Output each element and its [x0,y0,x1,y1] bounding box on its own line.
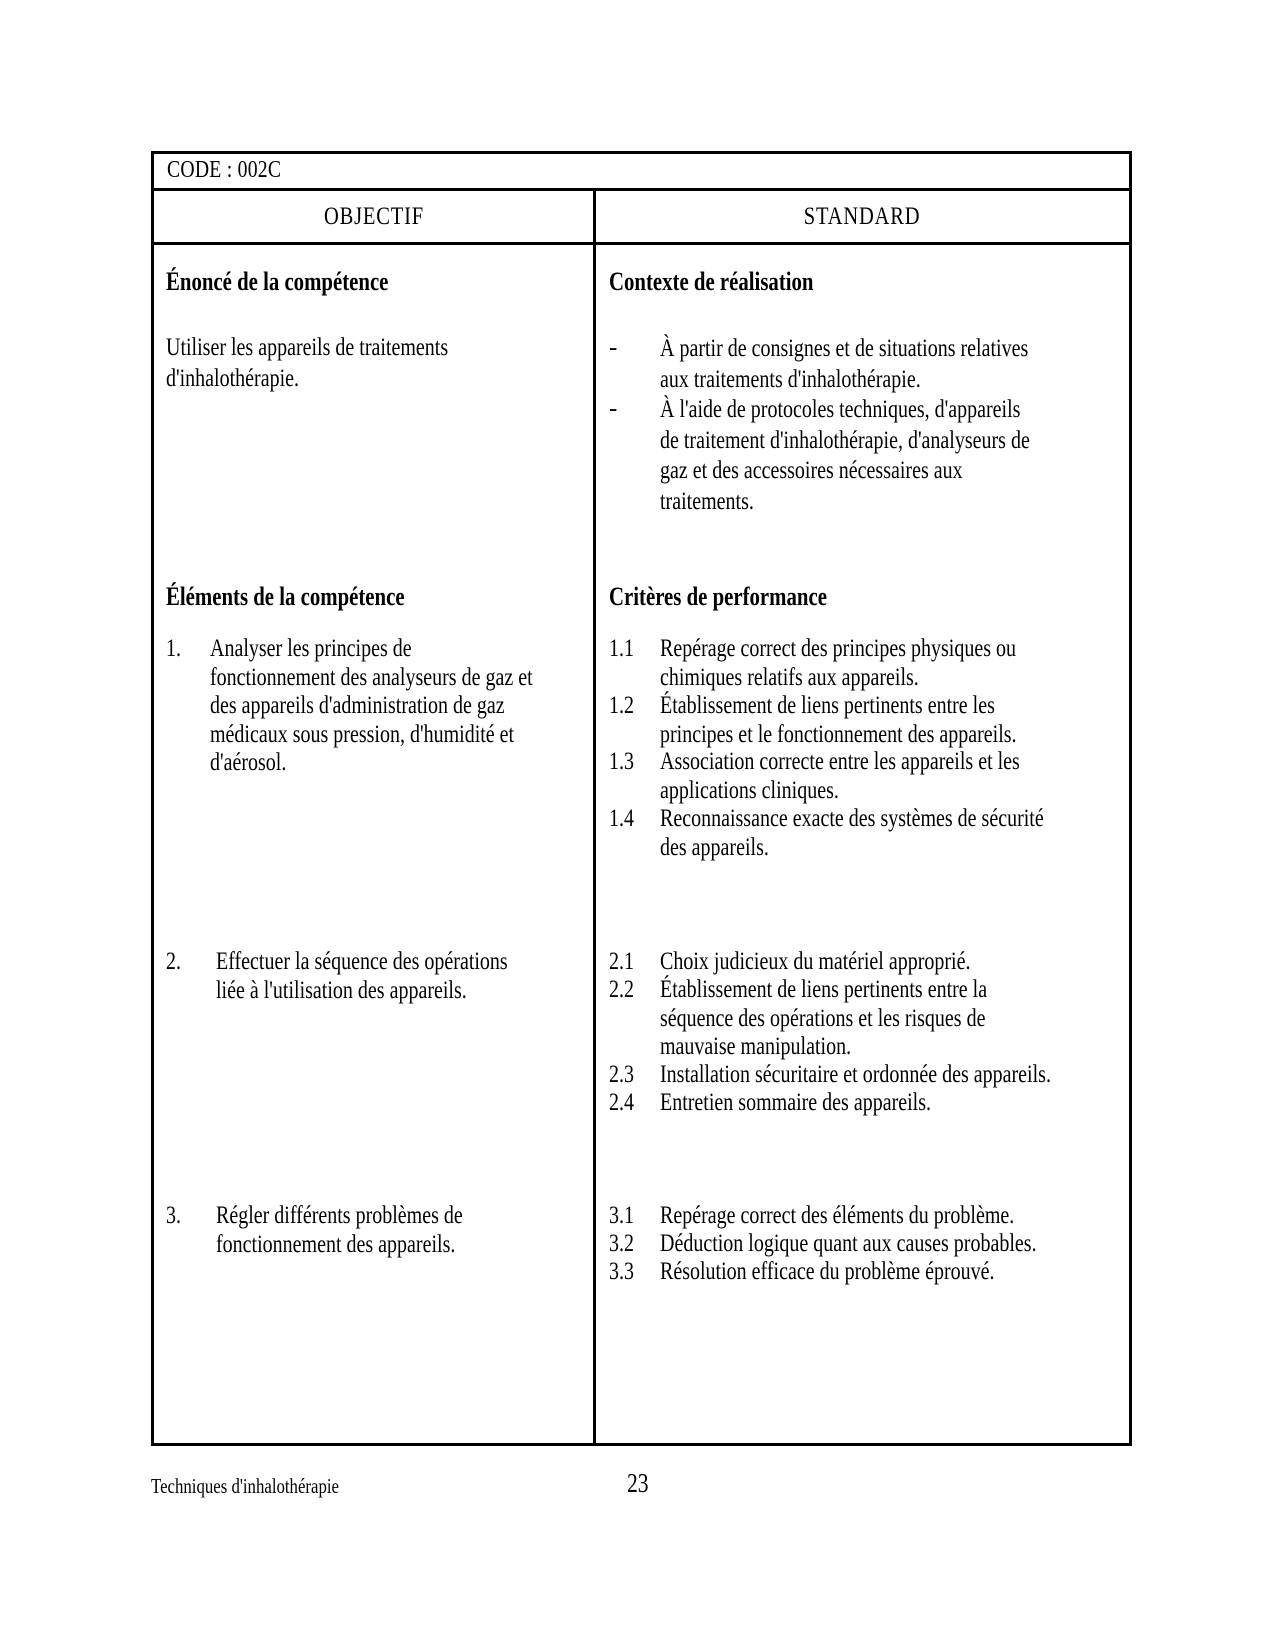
critere-line: Installation sécuritaire et ordonnée des appareils. [660,1061,1051,1088]
page-number [627,1468,654,1499]
critere-line: Choix judicieux du matériel approprié. [660,948,971,975]
contexte-line: traitements. [660,487,754,515]
critere-line: Établissement de liens pertinents entre les [660,692,995,719]
element-line: Analyser les principes de [210,635,412,662]
competency-table [151,151,1132,1446]
criteres-heading-text: Critères de performance [609,582,827,611]
element-line: médicaux sous pression, d'humidité et [210,720,515,748]
critere-line: Repérage correct des éléments du problème. [660,1202,1015,1229]
bullet-dash: - [609,334,618,361]
contexte-line: À partir de consignes et de situations relatives [660,335,1029,362]
critere-line: Entretien sommaire des appareils. [660,1089,932,1116]
critere-line: Résolution efficace du problème éprouvé. [660,1258,995,1285]
critere-line: Déduction logique quant aux causes probables. [660,1230,1037,1257]
critere-number: 1.2 [609,692,634,719]
contexte-line: de traitement d'inhalothérapie, d'analyseurs de [660,426,1030,454]
contexte-text [660,334,1120,395]
critere-number: 3.2 [609,1230,634,1257]
header-row [154,191,1129,245]
critere-line: applications cliniques. [660,776,839,804]
element-line: des appareils d'administration de gaz [210,692,505,719]
element-line: Régler différents problèmes de [216,1202,463,1229]
element-number: 3. [166,1202,181,1229]
element-text [216,948,581,1005]
contexte-heading [609,267,865,297]
element-text [210,635,613,778]
objectif-header [154,191,593,242]
contexte-heading-text: Contexte de réalisation [609,267,814,296]
element-text [216,1202,524,1259]
standard-header [596,191,1129,242]
critere-number: 3.1 [609,1202,634,1229]
page-number-text: 23 [627,1468,649,1498]
contexte-line: gaz et des accessoires nécessaires aux [660,457,963,484]
criteres-heading [609,582,881,612]
objectif-column [154,245,593,1443]
bullet-dash: - [609,395,618,422]
element-line: d'aérosol. [210,749,287,776]
elements-heading-text: Éléments de la compétence [166,582,405,611]
critere-number: 2.3 [609,1061,634,1088]
critere-number: 1.1 [609,635,634,662]
enonce-heading-text: Énoncé de la compétence [166,267,389,296]
element-line: fonctionnement des analyseurs de gaz et [210,663,533,691]
element-line: liée à l'utilisation des appareils. [216,976,467,1004]
critere-number: 1.4 [609,805,634,832]
contexte-line: aux traitements d'inhalothérapie. [660,365,921,393]
contexte-text [660,395,1122,517]
critere-number: 1.3 [609,748,634,775]
critere-number: 2.1 [609,948,634,975]
critere-line: Association correcte entre les appareils et les [660,748,1020,775]
footer-title-text: Techniques d'inhalothérapie [151,1474,339,1498]
critere-line: principes et le fonctionnement des appareils. [660,720,1017,748]
critere-line: des appareils. [660,833,769,861]
critere-number: 3.3 [609,1258,634,1285]
critere-line: Repérage correct des principes physiques ou [660,635,1016,662]
enonce-text [166,334,519,393]
critere-number: 2.2 [609,976,634,1003]
enonce-line: Utiliser les appareils de traitements [166,334,449,361]
code-row [154,154,1129,191]
element-number: 2. [166,948,181,975]
code-label: CODE : 002C [167,157,282,183]
elements-heading [166,582,464,612]
enonce-line: d'inhalothérapie. [166,364,299,392]
critere-line: Établissement de liens pertinents entre la [660,976,988,1003]
footer-title [151,1474,386,1499]
element-line: fonctionnement des appareils. [216,1230,456,1258]
critere-line: séquence des opérations et les risques de [660,1004,986,1032]
standard-column [596,245,1129,1443]
critere-line: Reconnaissance exacte des systèmes de sécurité [660,805,1044,832]
critere-line: chimiques relatifs aux appareils. [660,663,919,691]
critere-line: mauvaise manipulation. [660,1033,852,1060]
standard-header-label: STANDARD [804,202,921,230]
enonce-heading [166,267,444,297]
critere-number: 2.4 [609,1089,634,1116]
contexte-line: À l'aide de protocoles techniques, d'appareils [660,396,1021,423]
element-line: Effectuer la séquence des opérations [216,948,508,975]
element-number: 1. [166,635,181,662]
objectif-header-label: OBJECTIF [323,202,424,230]
